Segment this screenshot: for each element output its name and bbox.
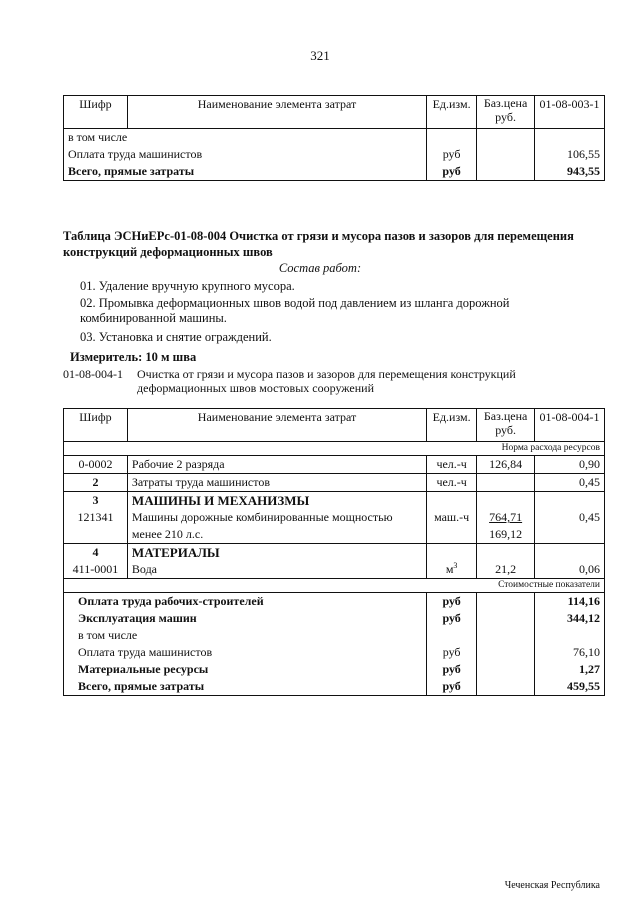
resource-unit-sup: 3 [453,561,458,570]
table-row [64,163,605,181]
table-header [64,96,605,129]
cost-value: 114,16 [535,593,605,611]
resource-unit: маш.-ч [427,509,477,544]
resource-value: 0,45 [535,509,605,544]
cost-label: Стоимостные показатели [64,579,605,593]
header-unit: Ед.изм. [427,96,477,129]
cost-value: 1,27 [535,661,605,678]
resource-code: 411-0001 [64,561,128,579]
item-desc-line-2: деформационных швов мостовых сооружений [137,381,375,395]
resource-name: Вода [127,561,426,579]
cost-name: Всего, прямые затраты [64,678,427,696]
operation-item: 01. Удаление вручную крупного мусора. [80,279,295,293]
table-row [64,509,605,544]
cost-value: 76,10 [535,644,605,661]
table-row [64,456,605,474]
section-code: 4 [64,544,128,562]
header-price: Баз.цена руб. [477,96,535,129]
cost-table-2 [63,408,605,696]
section-name: МАШИНЫ И МЕХАНИЗМЫ [127,492,426,510]
page-number: 321 [310,48,330,63]
table-row [64,593,605,611]
resource-name-cont: менее 210 л.с. [131,527,204,541]
row-value [535,129,605,147]
header-name: Наименование элемента затрат [127,409,426,442]
cost-unit: руб [427,644,477,661]
header-column-code: 01-08-004-1 [535,409,605,442]
table-row [64,561,605,579]
resource-value: 0,06 [535,561,605,579]
resource-price-2: 169,12 [489,527,523,541]
resource-value: 0,90 [535,456,605,474]
section-row [64,492,605,510]
cost-name: Оплата труда рабочих-строителей [64,593,427,611]
header-unit: Ед.изм. [427,409,477,442]
table-header [64,409,605,442]
cost-value: 459,55 [535,678,605,696]
row-name: Всего, прямые затраты [64,163,427,181]
cost-unit: руб [427,678,477,696]
section-code: 3 [64,492,128,510]
row-value: 943,55 [535,163,605,181]
header-price: Баз.цена руб. [477,409,535,442]
cost-table-1 [63,95,605,181]
resource-price: 126,84 [477,456,535,474]
header-code: Шифр [64,409,128,442]
row-unit: руб [427,146,477,163]
cost-name: Оплата труда машинистов [64,644,427,661]
cost-name: Материальные ресурсы [64,661,427,678]
footer-region: Чеченская Республика [504,880,600,891]
item-desc-line-1: Очистка от грязи и мусора пазов и зазоров для перемещения конструкций [137,367,516,381]
cost-value [535,627,605,644]
row-name: в том числе [64,129,427,147]
cost-label-row [64,579,605,593]
section-name: МАТЕРИАЛЫ [127,544,426,562]
norm-label-row [64,442,605,456]
resource-code: 2 [64,474,128,492]
row-value: 106,55 [535,146,605,163]
composition-label: Состав работ: [278,261,362,275]
row-name: Оплата труда машинистов [64,146,427,163]
resource-name: Машины дорожные комбинированные мощностью [131,510,393,524]
table-row [64,610,605,627]
resource-unit: чел.-ч [427,474,477,492]
table-row [64,146,605,163]
cost-name: в том числе [64,627,427,644]
resource-name: Рабочие 2 разряда [127,456,426,474]
operation-item: 02. Промывка деформационных швов водой под давлением из шланга дорожной комбинированной машины. [80,296,510,325]
table-row [64,678,605,696]
table-row [64,661,605,678]
cost-unit [427,627,477,644]
cost-unit: руб [427,593,477,611]
resource-code: 121341 [64,509,128,544]
cost-unit: руб [427,610,477,627]
cost-value: 344,12 [535,610,605,627]
section-row [64,544,605,562]
row-unit [427,129,477,147]
header-code: Шифр [64,96,128,129]
norm-label: Норма расхода ресурсов [64,442,605,456]
resource-value: 0,45 [535,474,605,492]
operation-item: 03. Установка и снятие ограждений. [80,330,272,344]
resource-unit: чел.-ч [427,456,477,474]
header-column-code: 01-08-003-1 [535,96,605,129]
resource-code: 0-0002 [64,456,128,474]
item-code: 01-08-004-1 [63,367,123,381]
table-row [64,627,605,644]
resource-name: Затраты труда машинистов [127,474,426,492]
section-title: Таблица ЭСНиЕРс-01-08-004 Очистка от грязи и мусора пазов и зазоров для перемещения конструкций деформационных швов [63,229,574,259]
cost-name: Эксплуатация машин [64,610,427,627]
resource-price: 764,71 [489,510,523,524]
item-description [63,367,516,395]
table-row [64,129,605,147]
resource-price: 21,2 [477,561,535,579]
table-row [64,644,605,661]
row-unit: руб [427,163,477,181]
header-name: Наименование элемента затрат [127,96,426,129]
resource-unit: м [445,562,454,576]
cost-unit: руб [427,661,477,678]
measure: Измеритель: 10 м шва [70,350,197,364]
table-row [64,474,605,492]
